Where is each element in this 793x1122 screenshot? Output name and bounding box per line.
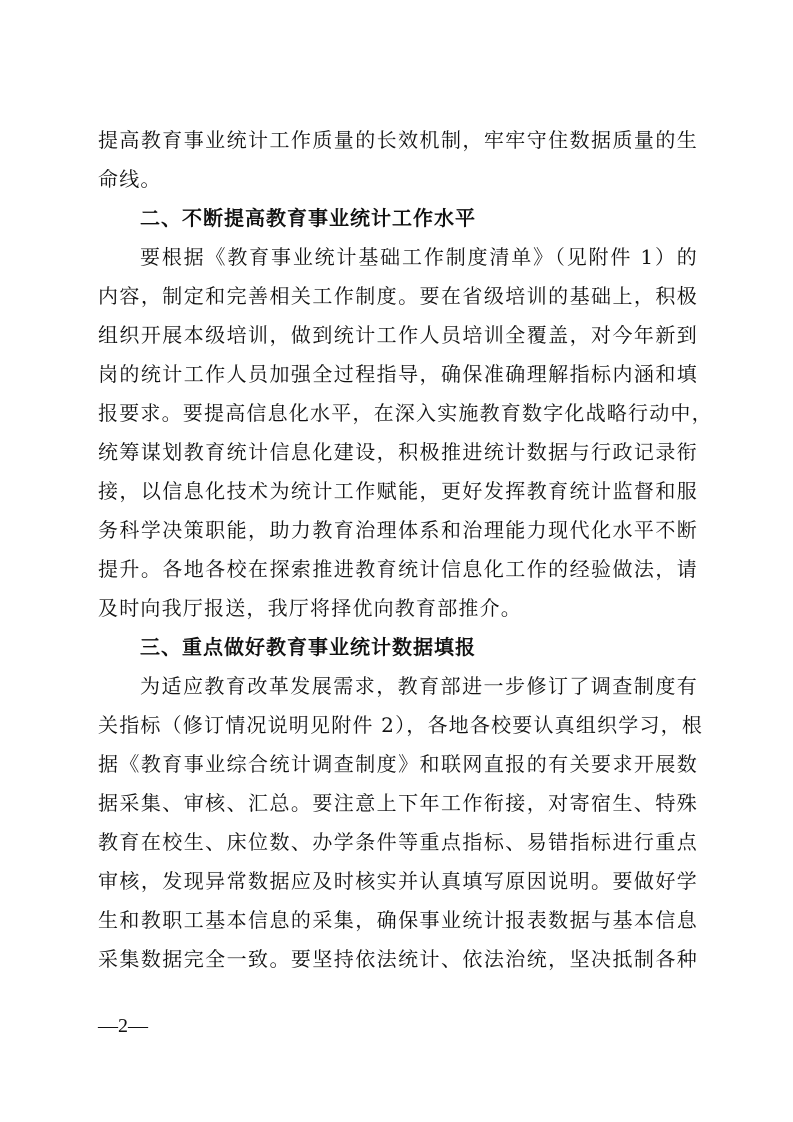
document-body xyxy=(98,121,713,979)
paragraph-line: 内容，制定和完善相关工作制度。要在省级培训的基础上，积极 xyxy=(98,284,698,308)
paragraph-line: 命线。 xyxy=(98,167,162,191)
paragraph-line: 及时向我厅报送，我厅将择优向教育部推介。 xyxy=(98,596,522,620)
paragraph-line: 岗的统计工作人员加强全过程指导，确保准确理解指标内涵和填 xyxy=(98,362,698,386)
paragraph-line: 关指标（修订情况说明见附件 2），各地各校要认真组织学习，根 xyxy=(98,713,704,737)
paragraph-line: 采集数据完全一致。要坚持依法统计、依法治统，坚决抵制各种 xyxy=(98,947,698,971)
paragraph-line: 为适应教育改革发展需求，教育部进一步修订了调查制度有 xyxy=(140,674,698,698)
paragraph-line: 务科学决策职能，助力教育治理体系和治理能力现代化水平不断 xyxy=(98,518,698,542)
paragraph-line: 生和教职工基本信息的采集，确保事业统计报表数据与基本信息 xyxy=(98,908,698,932)
paragraph-line: 据《教育事业综合统计调查制度》和联网直报的有关要求开展数 xyxy=(98,752,698,776)
paragraph-line: 统筹谋划教育统计信息化建设，积极推进统计数据与行政记录衔 xyxy=(98,440,698,464)
paragraph-line: 提升。各地各校在探索推进教育统计信息化工作的经验做法，请 xyxy=(98,557,698,581)
section-heading: 三、重点做好教育事业统计数据填报 xyxy=(140,635,476,659)
paragraph-line: 提高教育事业统计工作质量的长效机制，牢牢守住数据质量的生 xyxy=(98,128,698,152)
paragraph-line: 据采集、审核、汇总。要注意上下年工作衔接，对寄宿生、特殊 xyxy=(98,791,698,815)
section-heading: 二、不断提高教育事业统计工作水平 xyxy=(140,206,476,230)
paragraph-line: 组织开展本级培训，做到统计工作人员培训全覆盖，对今年新到 xyxy=(98,323,698,347)
paragraph-line: 审核，发现异常数据应及时核实并认真填写原因说明。要做好学 xyxy=(98,869,698,893)
paragraph-line: 报要求。要提高信息化水平，在深入实施教育数字化战略行动中， xyxy=(98,401,713,425)
paragraph-line: 接，以信息化技术为统计工作赋能，更好发挥教育统计监督和服 xyxy=(98,479,698,503)
page-number: —2— xyxy=(98,1015,148,1037)
paragraph-line: 教育在校生、床位数、办学条件等重点指标、易错指标进行重点 xyxy=(98,830,698,854)
paragraph-line: 要根据《教育事业统计基础工作制度清单》（见附件 1）的 xyxy=(140,245,698,269)
